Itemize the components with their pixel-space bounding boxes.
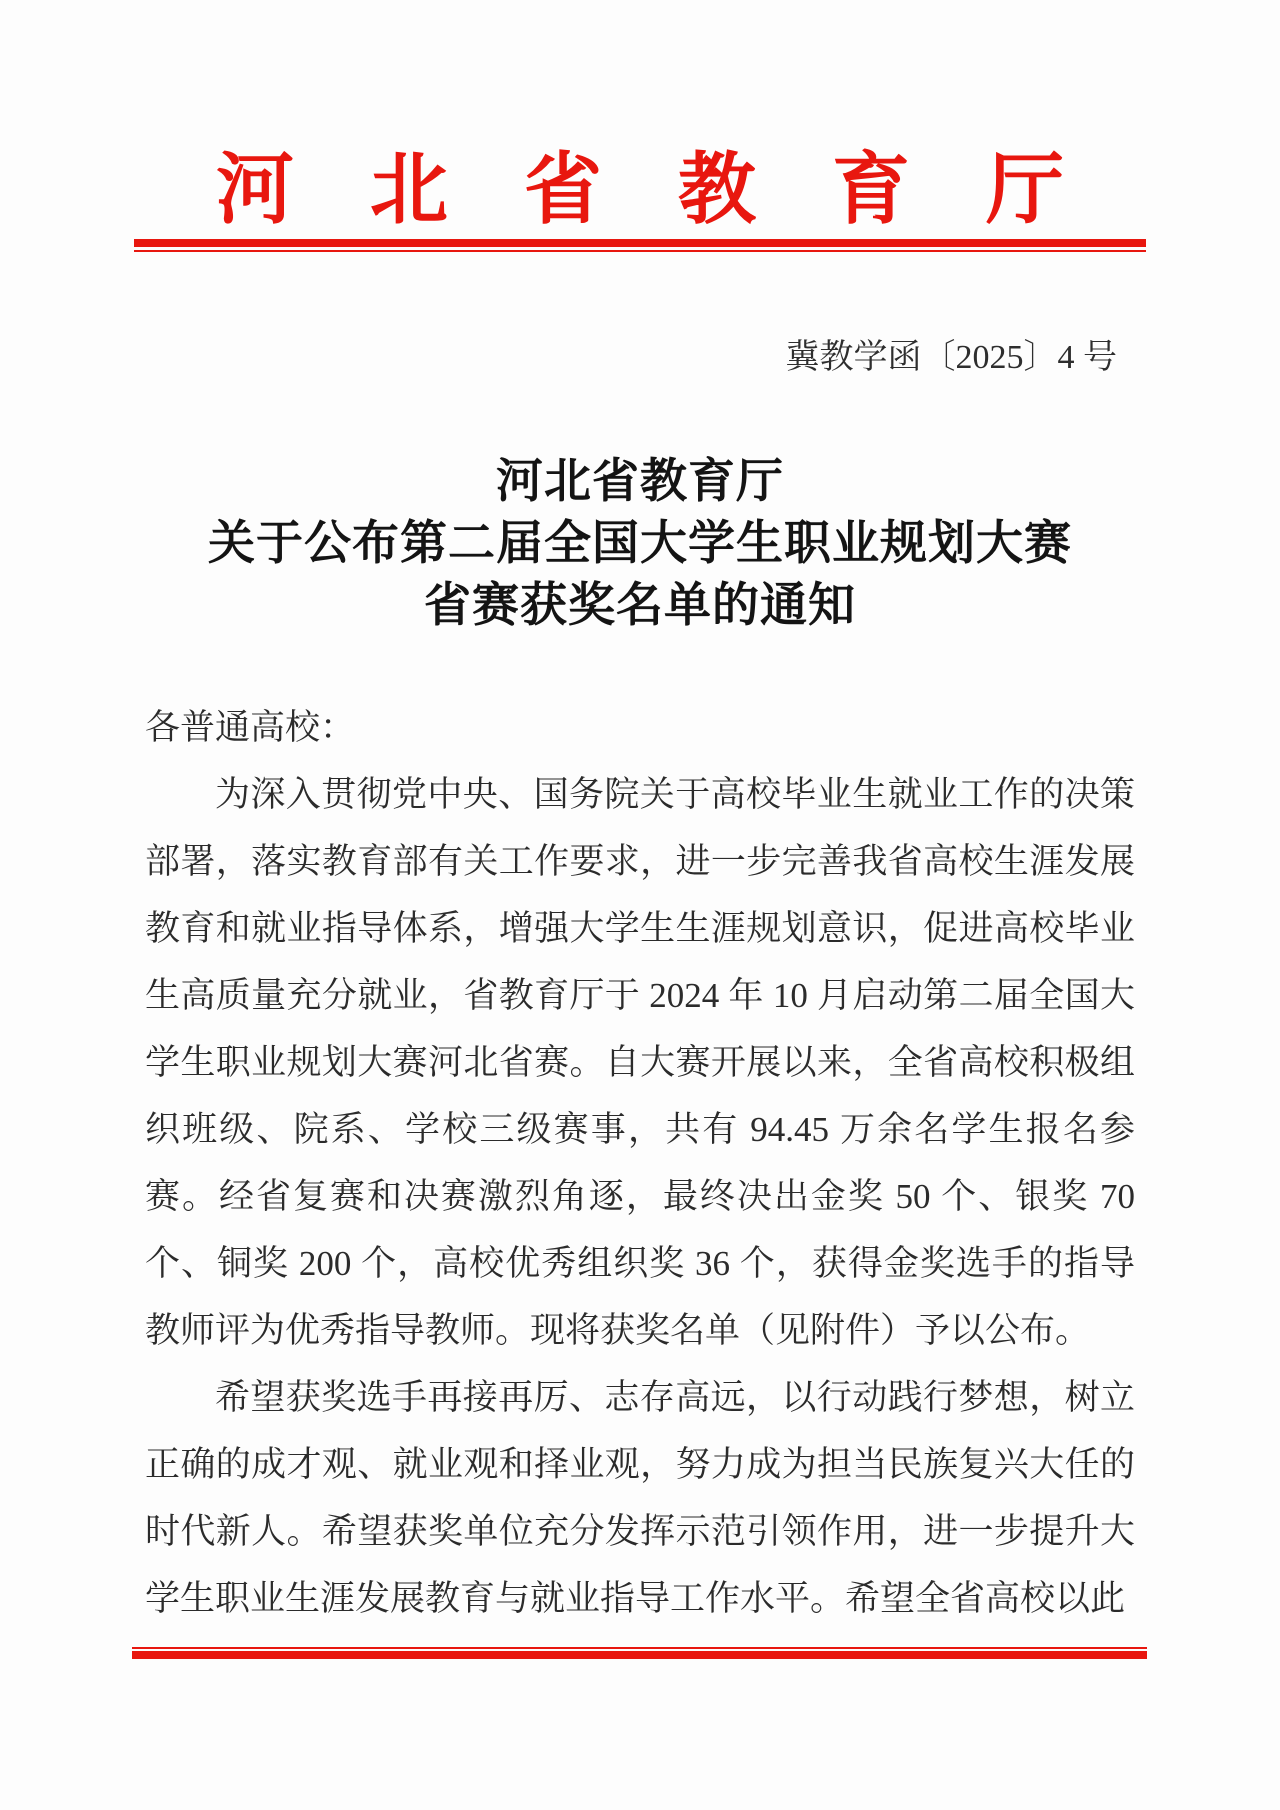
paragraph-2: 希望获奖选手再接再厉、志存高远，以行动践行梦想，树立正确的成才观、就业观和择业观，努力成为担当民族复兴大任的时代新人。希望获奖单位充分发挥示范引领作用，进一步提升大学生职业生涯发展教育与就业指导工作水平。希望全省高校以此 xyxy=(145,1377,1135,1618)
salutation: 各普通高校： xyxy=(145,707,356,747)
document-title xyxy=(0,451,1280,637)
document-body xyxy=(145,694,1135,1632)
document-title-line-3: 省赛获奖名单的通知 xyxy=(424,579,856,632)
header-separator-line xyxy=(134,239,1146,252)
document-number: 冀教学函〔2025〕4 号 xyxy=(785,339,1117,376)
paragraph-1: 为深入贯彻党中央、国务院关于高校毕业生就业工作的决策部署，落实教育部有关工作要求，进一步完善我省高校生涯发展教育和就业指导体系，增强大学生生涯规划意识，促进高校毕业生高质量充分就业，省教育厅于 2024 年 10 月启动第二届全国大学生职业规划大赛河北省赛。自大赛开展以来，全省高校积极组织班级、院系、学校三级赛事，共有 94.45 万余名学生报名参赛。经省复赛和决赛激烈角逐，最终决出金奖 50 个、银奖 70 个、铜奖 200 个，高校优秀组织奖 36 个，获得金奖选手的指导教师评为优秀指导教师。现将获奖名单（见附件）予以公布。 xyxy=(145,774,1135,1350)
document-title-line-2: 关于公布第二届全国大学生职业规划大赛 xyxy=(208,517,1072,570)
footer-separator-line xyxy=(132,1647,1147,1659)
document-title-line-1: 河北省教育厅 xyxy=(496,455,784,508)
agency-name: 河北省教育厅 xyxy=(215,146,1140,233)
